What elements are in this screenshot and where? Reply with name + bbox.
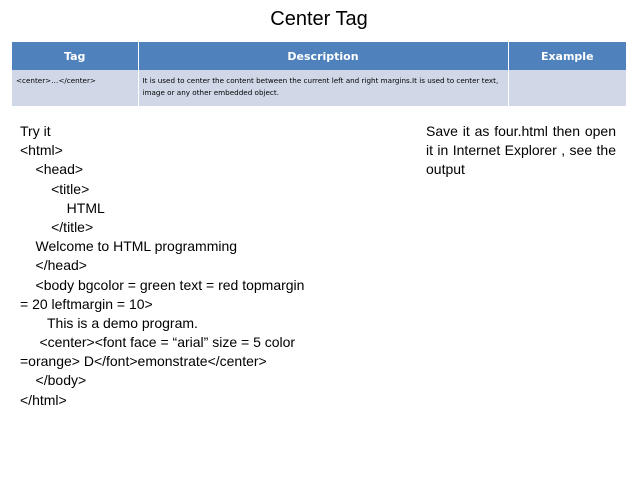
cell-description: It is used to center the content between the current left and right margins.It is used to center text, image or any other embedded object. (138, 70, 508, 106)
code-line: <center><font face = “arial” size = 5 color (20, 334, 296, 351)
code-line: </title> (20, 218, 94, 235)
header-tag: Tag (12, 42, 138, 70)
tag-table (12, 42, 626, 106)
table-row (12, 70, 626, 106)
code-line: <body bgcolor = green text = red topmargin (20, 276, 305, 293)
code-line: <title> (20, 180, 90, 197)
code-line: = 20 leftmargin = 10> (20, 295, 153, 312)
code-line: This is a demo program. (20, 314, 198, 331)
cell-tag: <center>…</center> (12, 70, 138, 106)
code-line: </body> (20, 372, 87, 389)
code-line: </html> (20, 391, 67, 408)
code-line: <head> (20, 161, 84, 178)
code-line: Try it (20, 123, 51, 139)
code-example (20, 122, 304, 410)
code-line: </head> (20, 257, 87, 274)
header-example: Example (508, 42, 626, 70)
table-header-row (12, 42, 626, 70)
header-description: Description (138, 42, 508, 70)
code-line: =orange> D</font>emonstrate</center> (20, 353, 267, 370)
save-instructions: Save it as four.html then open it in Internet Explorer , see the output (426, 123, 616, 178)
code-line: Welcome to HTML programming (20, 238, 238, 255)
slide-title: Center Tag (270, 8, 368, 30)
code-line: <html> (20, 142, 63, 159)
code-line: HTML (20, 199, 105, 216)
cell-example (508, 70, 626, 106)
